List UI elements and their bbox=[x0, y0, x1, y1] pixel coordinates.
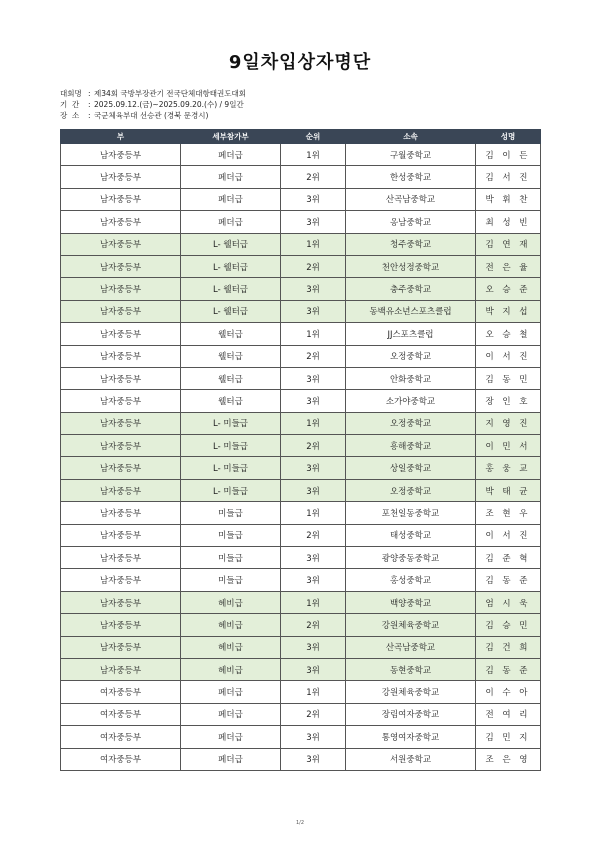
affiliation-cell: 옹남중학교 bbox=[346, 211, 476, 233]
affiliation-cell: 흥해중학교 bbox=[346, 435, 476, 457]
name-cell: 전 여 리 bbox=[476, 703, 541, 725]
rank-cell: 3위 bbox=[281, 547, 346, 569]
header-rank: 순위 bbox=[281, 130, 346, 144]
name-cell: 이 서 진 bbox=[476, 524, 541, 546]
division-cell: 남자중등부 bbox=[61, 255, 181, 277]
rank-cell: 2위 bbox=[281, 524, 346, 546]
affiliation-cell: 서원중학교 bbox=[346, 748, 476, 770]
table-row bbox=[61, 636, 541, 658]
event-period-sep: : bbox=[88, 100, 91, 109]
division-cell: 남자중등부 bbox=[61, 233, 181, 255]
name-cell: 조 은 영 bbox=[476, 748, 541, 770]
table-row bbox=[61, 367, 541, 389]
category-cell: L- 웰터급 bbox=[181, 255, 281, 277]
name-cell: 이 민 서 bbox=[476, 435, 541, 457]
rank-cell: 3위 bbox=[281, 188, 346, 210]
affiliation-cell: 강원체육중학교 bbox=[346, 614, 476, 636]
division-cell: 남자중등부 bbox=[61, 345, 181, 367]
table-row bbox=[61, 726, 541, 748]
affiliation-cell: 백양중학교 bbox=[346, 591, 476, 613]
category-cell: 페더급 bbox=[181, 726, 281, 748]
category-cell: L- 웰터급 bbox=[181, 233, 281, 255]
rank-cell: 1위 bbox=[281, 412, 346, 434]
name-cell: 김 승 민 bbox=[476, 614, 541, 636]
rank-cell: 3위 bbox=[281, 636, 346, 658]
table-row bbox=[61, 412, 541, 434]
affiliation-cell: 통영여자중학교 bbox=[346, 726, 476, 748]
table-row bbox=[61, 658, 541, 680]
affiliation-cell: 안화중학교 bbox=[346, 367, 476, 389]
winners-table bbox=[60, 129, 541, 771]
division-cell: 남자중등부 bbox=[61, 569, 181, 591]
rank-cell: 3위 bbox=[281, 479, 346, 501]
name-cell: 이 수 아 bbox=[476, 681, 541, 703]
table-row bbox=[61, 278, 541, 300]
event-venue-value: 국군체육부대 선승관 (경북 문경시) bbox=[94, 111, 209, 120]
rank-cell: 2위 bbox=[281, 345, 346, 367]
table-row bbox=[61, 390, 541, 412]
rank-cell: 3위 bbox=[281, 300, 346, 322]
affiliation-cell: 오정중학교 bbox=[346, 479, 476, 501]
division-cell: 남자중등부 bbox=[61, 614, 181, 636]
table-row bbox=[61, 435, 541, 457]
table-row bbox=[61, 233, 541, 255]
affiliation-cell: 산곡남중학교 bbox=[346, 636, 476, 658]
affiliation-cell: 포천일동중학교 bbox=[346, 502, 476, 524]
category-cell: 헤비급 bbox=[181, 591, 281, 613]
table-row bbox=[61, 188, 541, 210]
page-title: 9일차입상자명단 bbox=[228, 52, 372, 73]
category-cell: 미들급 bbox=[181, 569, 281, 591]
table-header-row bbox=[61, 130, 541, 144]
affiliation-cell: 한성중학교 bbox=[346, 166, 476, 188]
name-cell: 이 서 진 bbox=[476, 345, 541, 367]
affiliation-cell: 강원체육중학교 bbox=[346, 681, 476, 703]
table-row bbox=[61, 300, 541, 322]
header-affiliation: 소속 bbox=[346, 130, 476, 144]
division-cell: 남자중등부 bbox=[61, 323, 181, 345]
category-cell: 미들급 bbox=[181, 547, 281, 569]
name-cell: 김 동 민 bbox=[476, 367, 541, 389]
category-cell: L- 웰터급 bbox=[181, 278, 281, 300]
table-row bbox=[61, 748, 541, 770]
table-row bbox=[61, 345, 541, 367]
rank-cell: 1위 bbox=[281, 681, 346, 703]
category-cell: 웰터급 bbox=[181, 323, 281, 345]
table-row bbox=[61, 703, 541, 725]
header-division: 부 bbox=[61, 130, 181, 144]
division-cell: 여자중등부 bbox=[61, 726, 181, 748]
division-cell: 남자중등부 bbox=[61, 457, 181, 479]
division-cell: 남자중등부 bbox=[61, 524, 181, 546]
event-venue-row bbox=[60, 110, 246, 121]
affiliation-cell: 상일중학교 bbox=[346, 457, 476, 479]
table-row bbox=[61, 681, 541, 703]
table-body bbox=[61, 144, 541, 771]
category-cell: 헤비급 bbox=[181, 614, 281, 636]
name-cell: 김 건 희 bbox=[476, 636, 541, 658]
affiliation-cell: 오정중학교 bbox=[346, 412, 476, 434]
table-row bbox=[61, 614, 541, 636]
name-cell: 조 현 우 bbox=[476, 502, 541, 524]
event-venue-label: 장 소 bbox=[60, 111, 80, 120]
affiliation-cell: 천안성정중학교 bbox=[346, 255, 476, 277]
name-cell: 김 준 혁 bbox=[476, 547, 541, 569]
table-row bbox=[61, 144, 541, 166]
event-period-label: 기 간 bbox=[60, 100, 80, 109]
table-row bbox=[61, 569, 541, 591]
name-cell: 장 인 호 bbox=[476, 390, 541, 412]
rank-cell: 2위 bbox=[281, 703, 346, 725]
name-cell: 김 동 준 bbox=[476, 569, 541, 591]
division-cell: 남자중등부 bbox=[61, 636, 181, 658]
division-cell: 남자중등부 bbox=[61, 278, 181, 300]
rank-cell: 3위 bbox=[281, 726, 346, 748]
name-cell: 전 은 율 bbox=[476, 255, 541, 277]
table-row bbox=[61, 323, 541, 345]
category-cell: 헤비급 bbox=[181, 658, 281, 680]
name-cell: 김 서 진 bbox=[476, 166, 541, 188]
rank-cell: 2위 bbox=[281, 255, 346, 277]
name-cell: 박 휘 찬 bbox=[476, 188, 541, 210]
category-cell: L- 웰터급 bbox=[181, 300, 281, 322]
rank-cell: 3위 bbox=[281, 569, 346, 591]
event-venue-sep: : bbox=[88, 111, 91, 120]
event-name-row bbox=[60, 88, 246, 99]
affiliation-cell: 충주중학교 bbox=[346, 278, 476, 300]
category-cell: 페더급 bbox=[181, 144, 281, 166]
affiliation-cell: JJ스포츠클럽 bbox=[346, 323, 476, 345]
table-row bbox=[61, 479, 541, 501]
name-cell: 홍 웅 교 bbox=[476, 457, 541, 479]
rank-cell: 2위 bbox=[281, 166, 346, 188]
affiliation-cell: 장림여자중학교 bbox=[346, 703, 476, 725]
rank-cell: 1위 bbox=[281, 144, 346, 166]
table-row bbox=[61, 457, 541, 479]
event-name-sep: : bbox=[88, 89, 91, 98]
affiliation-cell: 동백유소년스포츠클럽 bbox=[346, 300, 476, 322]
table-row bbox=[61, 524, 541, 546]
affiliation-cell: 산곡남중학교 bbox=[346, 188, 476, 210]
affiliation-cell: 광양중동중학교 bbox=[346, 547, 476, 569]
rank-cell: 2위 bbox=[281, 614, 346, 636]
division-cell: 남자중등부 bbox=[61, 412, 181, 434]
division-cell: 여자중등부 bbox=[61, 748, 181, 770]
rank-cell: 3위 bbox=[281, 367, 346, 389]
category-cell: 페더급 bbox=[181, 681, 281, 703]
rank-cell: 3위 bbox=[281, 748, 346, 770]
category-cell: L- 미들급 bbox=[181, 412, 281, 434]
category-cell: 미들급 bbox=[181, 524, 281, 546]
affiliation-cell: 구월중학교 bbox=[346, 144, 476, 166]
name-cell: 오 승 철 bbox=[476, 323, 541, 345]
table-row bbox=[61, 166, 541, 188]
name-cell: 엄 시 욱 bbox=[476, 591, 541, 613]
name-cell: 김 이 든 bbox=[476, 144, 541, 166]
name-cell: 지 영 진 bbox=[476, 412, 541, 434]
affiliation-cell: 청주중학교 bbox=[346, 233, 476, 255]
table-row bbox=[61, 547, 541, 569]
category-cell: 페더급 bbox=[181, 188, 281, 210]
name-cell: 최 성 빈 bbox=[476, 211, 541, 233]
name-cell: 오 승 준 bbox=[476, 278, 541, 300]
event-name-label: 대회명 bbox=[60, 89, 82, 98]
category-cell: 미들급 bbox=[181, 502, 281, 524]
category-cell: 헤비급 bbox=[181, 636, 281, 658]
rank-cell: 1위 bbox=[281, 502, 346, 524]
affiliation-cell: 소가야중학교 bbox=[346, 390, 476, 412]
header-name: 성명 bbox=[476, 130, 541, 144]
page-number: 1/2 bbox=[295, 820, 305, 826]
category-cell: 페더급 bbox=[181, 703, 281, 725]
affiliation-cell: 오정중학교 bbox=[346, 345, 476, 367]
division-cell: 남자중등부 bbox=[61, 367, 181, 389]
division-cell: 여자중등부 bbox=[61, 703, 181, 725]
division-cell: 남자중등부 bbox=[61, 658, 181, 680]
division-cell: 남자중등부 bbox=[61, 591, 181, 613]
name-cell: 김 동 준 bbox=[476, 658, 541, 680]
division-cell: 남자중등부 bbox=[61, 166, 181, 188]
rank-cell: 3위 bbox=[281, 390, 346, 412]
table-row bbox=[61, 591, 541, 613]
table-row bbox=[61, 211, 541, 233]
division-cell: 남자중등부 bbox=[61, 547, 181, 569]
division-cell: 남자중등부 bbox=[61, 435, 181, 457]
name-cell: 김 민 지 bbox=[476, 726, 541, 748]
division-cell: 남자중등부 bbox=[61, 300, 181, 322]
division-cell: 남자중등부 bbox=[61, 144, 181, 166]
event-period-value: 2025.09.12.(금)~2025.09.20.(수) / 9일간 bbox=[94, 100, 244, 109]
division-cell: 남자중등부 bbox=[61, 502, 181, 524]
rank-cell: 2위 bbox=[281, 435, 346, 457]
affiliation-cell: 홍성중학교 bbox=[346, 569, 476, 591]
rank-cell: 3위 bbox=[281, 278, 346, 300]
category-cell: 웰터급 bbox=[181, 367, 281, 389]
category-cell: L- 미들급 bbox=[181, 435, 281, 457]
category-cell: 페더급 bbox=[181, 748, 281, 770]
division-cell: 남자중등부 bbox=[61, 390, 181, 412]
affiliation-cell: 동현중학교 bbox=[346, 658, 476, 680]
rank-cell: 1위 bbox=[281, 591, 346, 613]
rank-cell: 3위 bbox=[281, 211, 346, 233]
category-cell: 페더급 bbox=[181, 211, 281, 233]
rank-cell: 3위 bbox=[281, 658, 346, 680]
category-cell: L- 미들급 bbox=[181, 479, 281, 501]
category-cell: 웰터급 bbox=[181, 345, 281, 367]
event-name-value: 제34회 국방부장관기 전국단체대항태권도대회 bbox=[94, 89, 246, 98]
table-row bbox=[61, 502, 541, 524]
event-period-row bbox=[60, 99, 246, 110]
name-cell: 박 지 섭 bbox=[476, 300, 541, 322]
category-cell: 페더급 bbox=[181, 166, 281, 188]
affiliation-cell: 태성중학교 bbox=[346, 524, 476, 546]
division-cell: 남자중등부 bbox=[61, 211, 181, 233]
name-cell: 박 태 균 bbox=[476, 479, 541, 501]
event-info bbox=[60, 88, 246, 121]
division-cell: 여자중등부 bbox=[61, 681, 181, 703]
header-category: 세부참가부 bbox=[181, 130, 281, 144]
name-cell: 김 연 재 bbox=[476, 233, 541, 255]
division-cell: 남자중등부 bbox=[61, 479, 181, 501]
rank-cell: 1위 bbox=[281, 233, 346, 255]
category-cell: 웰터급 bbox=[181, 390, 281, 412]
rank-cell: 3위 bbox=[281, 457, 346, 479]
category-cell: L- 미들급 bbox=[181, 457, 281, 479]
division-cell: 남자중등부 bbox=[61, 188, 181, 210]
rank-cell: 1위 bbox=[281, 323, 346, 345]
table-row bbox=[61, 255, 541, 277]
